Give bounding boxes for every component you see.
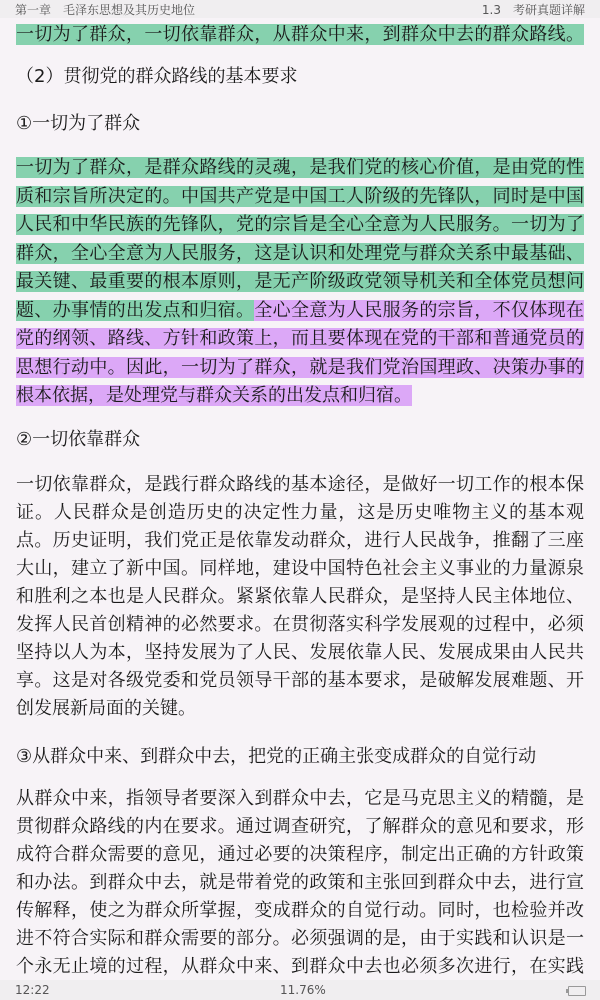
text-line [16,474,584,496]
text-segment: ②一切依靠群众 [16,429,141,450]
text-line [16,157,584,179]
text-line [16,670,584,692]
text-line [16,698,584,720]
text-line [16,530,584,552]
text-line [16,24,584,46]
text-segment: 成符合群众需要的意见，通过必要的决策程序，制定出正确的方针政策 [16,844,584,865]
text-segment: ③从群众中来、到群众中去，把党的正确主张变成群众的自觉行动 [16,746,537,767]
text-segment: 大山，建立了新中国。同样地，建设中国特色社会主义事业的力量源泉 [16,558,584,579]
text-segment: 证。人民群众是创造历史的决定性力量，这是历史唯物主义的基本观 [16,502,584,523]
text-line [16,186,584,208]
text-line [16,328,584,350]
section-heading [16,66,584,88]
section-heading [16,429,584,451]
highlight-green[interactable]: 人民和中华民族的先锋队，党的宗旨是全心全意为人民服务。一切为了 [16,214,584,235]
highlight-green[interactable]: 最关键、最重要的根本原则，是无产阶级政党领导机关和全体党员想问 [16,271,584,292]
clock: 12:22 [15,983,50,997]
highlight-green[interactable]: 一切为了群众，一切依靠群众，从群众中来，到群众中去的群众路线。 [16,24,584,45]
text-line [16,900,584,922]
text-segment: 进不符合实际和群众需要的部分。必须强调的是，由于实践和认识是一 [16,928,584,949]
text-line [16,385,584,407]
text-line [16,816,584,838]
text-line [16,614,584,636]
highlight-purple[interactable]: 党的纲领、路线、方针和政策上，而且要体现在党的干部和普通党员的 [16,328,584,349]
text-segment: 个永无止境的过程，从群众中来、到群众中去也必须多次进行，在实践 [16,956,584,977]
highlight-green[interactable]: 一切为了群众，是群众路线的灵魂，是我们党的核心价值，是由党的性 [16,157,584,178]
text-line [16,243,584,265]
section-heading [16,746,584,768]
text-segment: 坚持以人为本，坚持发展为了人民、发展依靠人民、发展成果由人民共 [16,642,584,663]
text-segment: 发挥人民首创精神的必然要求。在贯彻落实科学发展观的过程中，必须 [16,614,584,635]
text-line [16,872,584,894]
text-segment: 从群众中来，指领导者要深入到群众中去，它是马克思主义的精髓，是 [16,788,584,809]
text-line [16,586,584,608]
text-segment: （2）贯彻党的群众路线的基本要求 [16,66,298,87]
text-segment: 点。历史证明，我们党正是依靠发动群众，进行人民战争，推翻了三座 [16,530,584,551]
text-line [16,844,584,866]
text-line [16,928,584,950]
text-segment: 一切依靠群众，是践行群众路线的基本途径，是做好一切工作的根本保 [16,474,584,495]
text-segment: 和办法。到群众中去，就是带着党的政策和主张回到群众中去，进行宣 [16,872,584,893]
highlight-green[interactable]: 质和宗旨所决定的。中国共产党是中国工人阶级的先锋队，同时是中国 [16,186,584,207]
section-title: 1.3 考研真题详解 [481,3,585,17]
highlight-purple[interactable]: 全心全意为人民服务的宗旨，不仅体现在 [254,300,585,321]
status-bar [0,980,600,1000]
chapter-title: 第一章 毛泽东思想及其历史地位 [15,3,196,17]
text-line [16,558,584,580]
text-segment: 贯彻群众路线的内在要求。通过调查研究，了解群众的意见和要求，形 [16,816,584,837]
text-segment: ①一切为了群众 [16,113,141,134]
text-line [16,956,584,978]
battery-icon [568,986,586,996]
reading-progress: 11.76% [280,983,326,997]
text-line [16,502,584,524]
text-line [16,357,584,379]
section-heading [16,113,584,135]
header-bar [0,0,600,18]
text-segment: 享。这是对各级党委和党员领导干部的基本要求，是破解发展难题、开 [16,670,584,691]
highlight-purple[interactable]: 思想行动中。因此，一切为了群众，就是我们党治国理政、决策办事的 [16,357,584,378]
highlight-purple[interactable]: 根本依据，是处理党与群众关系的出发点和归宿。 [16,385,412,406]
text-line [16,300,584,322]
text-line [16,271,584,293]
text-line [16,788,584,810]
text-segment: 创发展新局面的关键。 [16,698,196,719]
text-line [16,642,584,664]
text-line [16,214,584,236]
highlight-green[interactable]: 群众，全心全意为人民服务，这是认识和处理党与群众关系中最基础、 [16,243,584,264]
text-segment: 和胜利之本也是人民群众。紧紧依靠人民群众，是坚持人民主体地位、 [16,586,584,607]
text-segment: 传解释，使之为群众所掌握，变成群众的自觉行动。同时，也检验并改 [16,900,584,921]
highlight-green[interactable]: 题、办事情的出发点和归宿。 [16,300,255,321]
